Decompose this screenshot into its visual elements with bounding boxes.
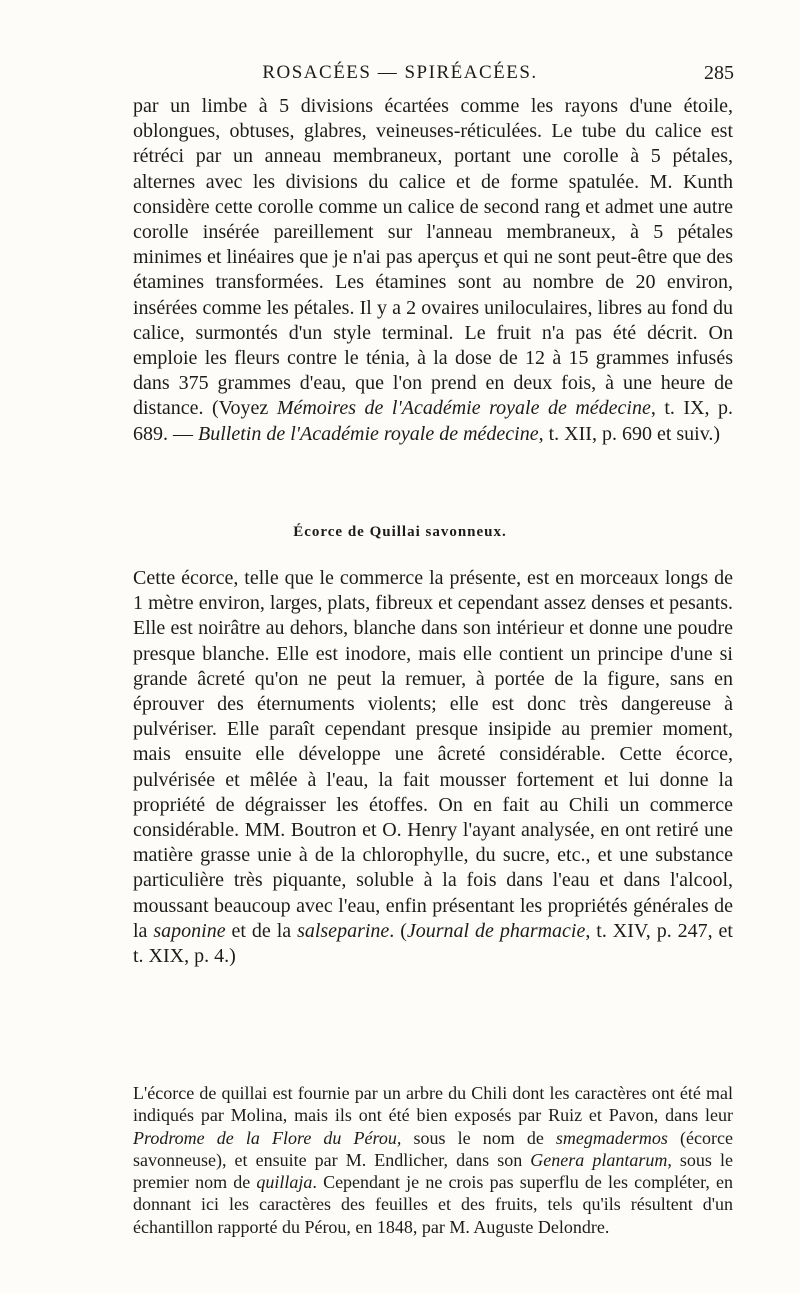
page-number: 285: [704, 62, 734, 84]
running-head: [0, 62, 800, 92]
small-print-body: [133, 1082, 733, 1238]
text-run: et de la: [225, 919, 298, 942]
text-run: , t. XIV, p. 247, et t. XIX, p. 4.): [133, 919, 733, 968]
term: quillaja: [256, 1172, 313, 1193]
section-body: [133, 566, 733, 969]
citation-title: Mémoires de l'Académie royale de médecine: [276, 397, 651, 420]
section-heading: Écorce de Quillai savonneux.: [293, 524, 507, 540]
text-run: . (: [389, 919, 407, 942]
text-run: (écorce savonneuse), et ensuite par M. Endlicher, dans son: [133, 1127, 733, 1170]
paragraph-continuation: [133, 94, 733, 447]
paragraph-3: [133, 1082, 733, 1238]
term: smegmadermos: [555, 1127, 668, 1148]
text-run: L'écorce de quillai est fournie par un arbre du Chili dont les caractères ont été mal indiqués par Molina, mais ils ont été bien exposés par Ruiz et Pavon, dans leur: [133, 1083, 733, 1126]
text-run: sous le premier nom de: [133, 1149, 733, 1193]
citation-title: Prodrome de la Flore du Pérou,: [133, 1127, 402, 1148]
paragraph-1: [133, 94, 733, 447]
citation-title: Journal de pharmacie: [406, 919, 586, 942]
paragraph-2: [133, 566, 733, 969]
text-run: Cette écorce, telle que le commerce la présente, est en morceaux longs de 1 mètre environ, larges, plats, fibreux et cependant assez denses et pesants. Elle est noirâtre au dehors, blanche dans son intérieur et donne une poudre presque blanche. Elle est inodore, mais elle contient un principe d'une si grande âcreté qu'on ne peut la remuer, à portée de la figure, sans en éprouver des éternuments violents; elle est donc très dangereuse à pulvériser. Elle paraît cependant presque insipide au premier moment, mais ensuite elle développe une âcreté considérable. Cette écorce, pulvérisée et mêlée à l'eau, la fait mousser fortement et lui donne la propriété de dégraisser les étoffes. On en fait au Chili un commerce considérable. MM. Boutron et O. Henry l'ayant analysée, en ont retiré une matière grasse unie à de la chlorophylle, du sucre, etc., et une substance particulière très piquante, soluble à la fois dans l'eau et dans l'alcool, moussant beaucoup avec l'eau, enfin présentant les propriétés générales de la: [133, 567, 733, 942]
text-run: , t. IX, p. 689. —: [133, 397, 733, 445]
running-title: ROSACÉES — SPIRÉACÉES.: [262, 62, 538, 83]
text-run: sous le nom de: [401, 1127, 556, 1148]
text-run: par un limbe à 5 divisions écartées comme les rayons d'une étoile, oblongues, obtuses, glabres, veineuses-réticulées. Le tube du calice est rétréci par un anneau membraneux, portant une corolle à 5 pétales, alternes avec les divisions du calice et de forme spatulée. M. Kunth considère cette corolle comme un calice de second rang et admet une autre corolle insérée pareillement sur l'anneau membraneux, à 5 pétales minimes et linéaires que je n'ai pas aperçus et qui ne sont peut-être que des étamines transformées. Les étamines sont au nombre de 20 environ, insérées comme les pétales. Il y a 2 ovaires uniloculaires, libres au fond du calice, surmontés d'un style terminal. Le fruit n'a pas été décrit. On emploie les fleurs contre le ténia, à la dose de 12 à 15 grammes infusés dans 375 grammes d'eau, que l'on prend en deux fois, à une heure de distance. (Voyez: [133, 95, 733, 420]
text-run: , t. XII, p. 690 et suiv.): [538, 422, 721, 445]
term: salseparine: [297, 919, 390, 942]
citation-title: Bulletin de l'Académie royale de médecine: [198, 422, 539, 445]
term: saponine: [153, 919, 226, 942]
citation-title: Genera plantarum,: [530, 1149, 672, 1170]
text-run: . Cependant je ne crois pas superflu de les compléter, en donnant ici les caractères des feuilles et des fruits, tels qu'ils résultent d'un échantillon rapporté du Pérou, en 1848, par M. Auguste Delondre.: [133, 1172, 734, 1237]
